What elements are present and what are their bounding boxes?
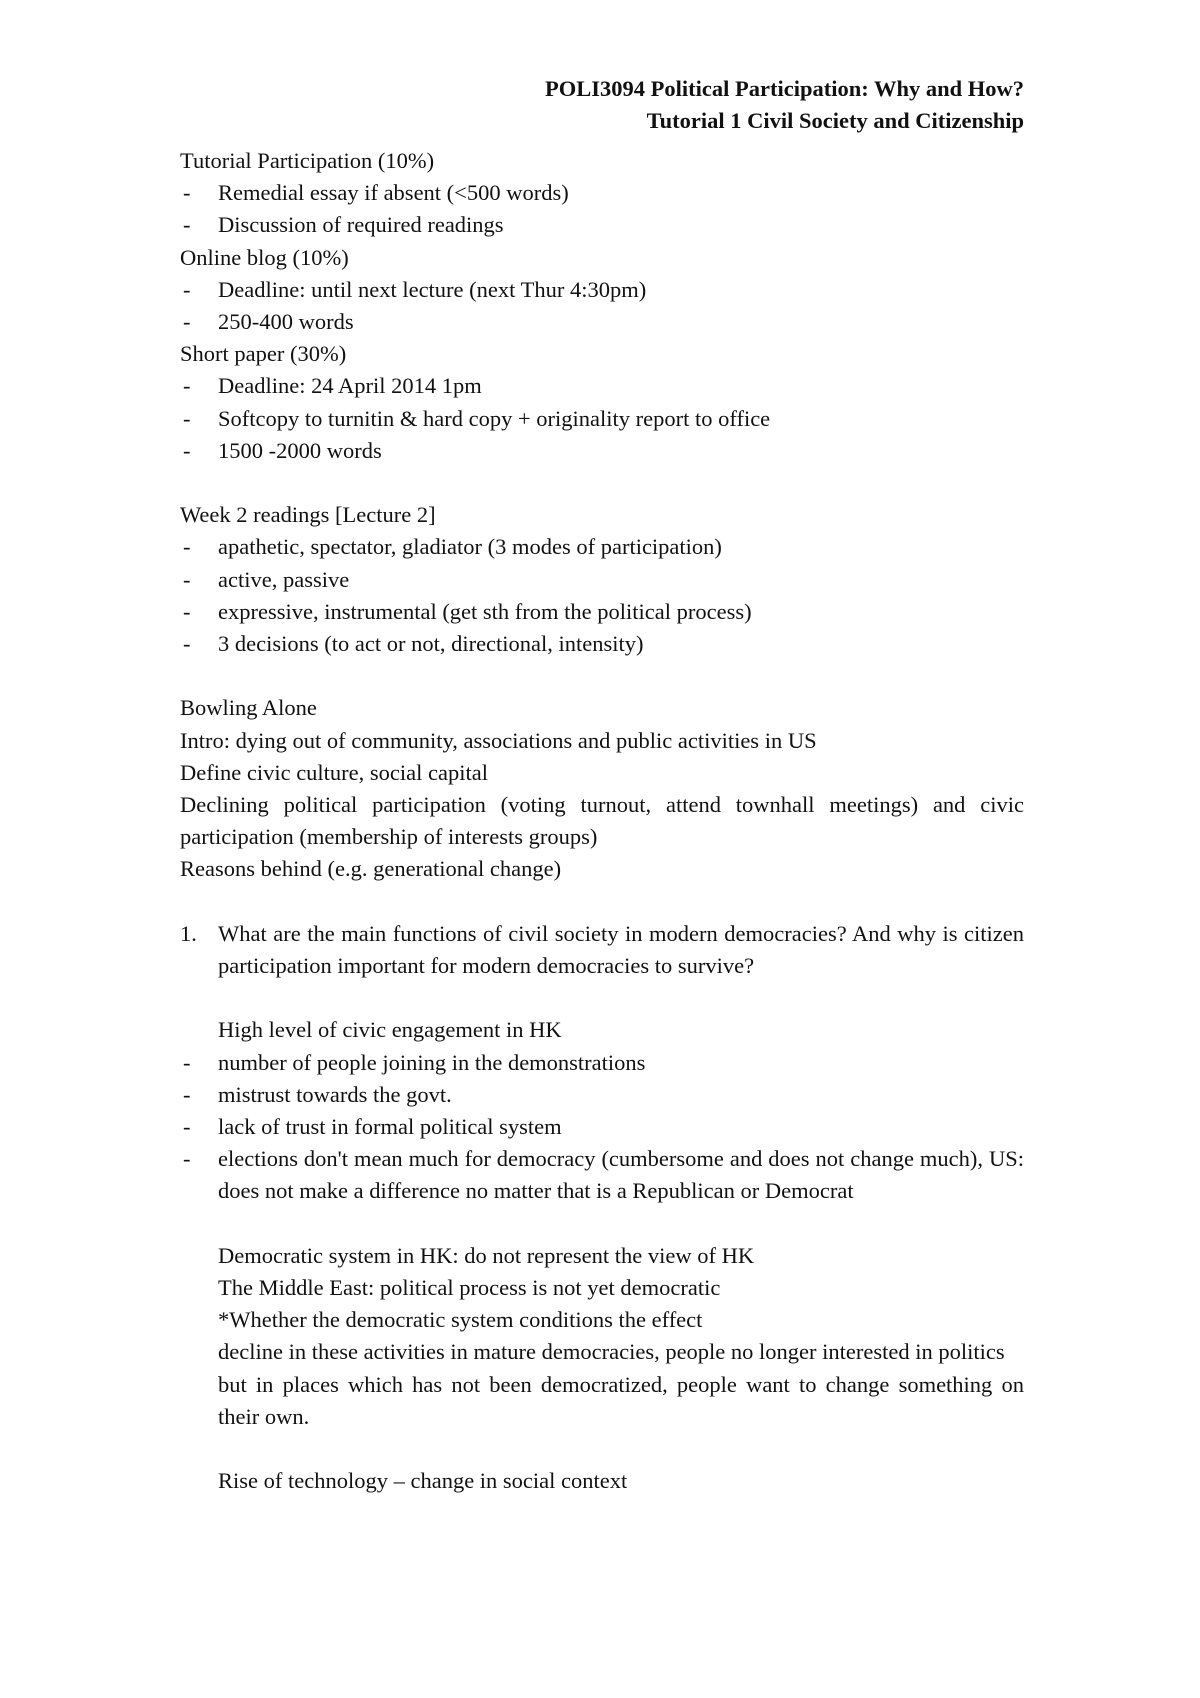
- note-line: *Whether the democratic system conditions the effect: [218, 1307, 703, 1333]
- list-item: - Softcopy to turnitin & hard copy + originality report to office: [183, 405, 771, 431]
- list-item: - 250-400 words: [183, 309, 354, 335]
- bowling-line: Reasons behind (e.g. generational change): [180, 856, 562, 882]
- tutorial-participation-heading: Tutorial Participation (10%): [180, 148, 435, 173]
- list-item: - expressive, instrumental (get sth from the political process): [183, 598, 752, 624]
- bowling-line: Intro: dying out of community, associations and public activities in US: [180, 727, 817, 753]
- document-header: [180, 73, 1024, 137]
- list-item: - number of people joining in the demonstrations: [183, 1049, 646, 1075]
- list-item: - mistrust towards the govt.: [183, 1081, 452, 1107]
- bowling-line: Declining political participation (voting turnout, attend townhall meetings) and civic participation (membership of interests groups): [180, 792, 1024, 850]
- list-item: - lack of trust in formal political system: [183, 1114, 562, 1140]
- note-line: but in places which has not been democratized, people want to change something on their own.: [218, 1371, 1024, 1429]
- list-item: - Deadline: 24 April 2014 1pm: [183, 373, 482, 399]
- list-item: - elections don't mean much for democracy (cumbersome and does not change much), US: does not make a difference no matter that is a Republican or Democrat: [183, 1146, 1024, 1204]
- tutorial-title: Tutorial 1 Civil Society and Citizenship: [646, 108, 1024, 133]
- question-1: 1. What are the main functions of civil society in modern democracies? And why is citizen participation important for modern democracies to survive?: [180, 920, 1024, 979]
- hk-heading: High level of civic engagement in HK: [218, 1017, 562, 1043]
- list-item: - Deadline: until next lecture (next Thur 4:30pm): [183, 276, 647, 302]
- document-body: [180, 145, 1024, 1497]
- list-item: - Remedial essay if absent (<500 words): [183, 180, 569, 206]
- course-title: POLI3094 Political Participation: Why and How?: [545, 76, 1024, 101]
- bowling-line: Define civic culture, social capital: [180, 759, 488, 785]
- online-blog-heading: Online blog (10%): [180, 244, 349, 270]
- final-note: Rise of technology – change in social context: [218, 1468, 628, 1494]
- bowling-alone-heading: Bowling Alone: [180, 695, 317, 721]
- note-line: Democratic system in HK: do not represent the view of HK: [218, 1242, 755, 1268]
- list-item: - 1500 -2000 words: [183, 437, 382, 463]
- note-line: The Middle East: political process is not yet democratic: [218, 1275, 721, 1301]
- short-paper-heading: Short paper (30%): [180, 341, 347, 367]
- note-line: decline in these activities in mature democracies, people no longer interested in politics: [218, 1339, 1005, 1365]
- week2-heading: Week 2 readings [Lecture 2]: [180, 502, 436, 528]
- list-item: - 3 decisions (to act or not, directional, intensity): [183, 631, 644, 657]
- list-item: - Discussion of required readings: [183, 212, 504, 238]
- list-item: - active, passive: [183, 566, 350, 592]
- list-item: - apathetic, spectator, gladiator (3 modes of participation): [183, 534, 722, 560]
